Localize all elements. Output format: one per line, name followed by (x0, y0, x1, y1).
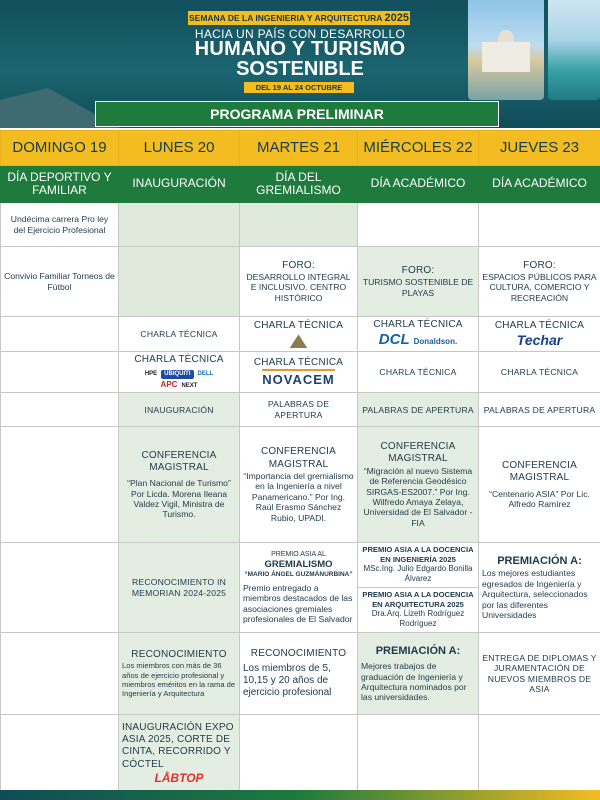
empty-cell (240, 715, 358, 793)
empty-cell (1, 543, 119, 633)
award-name: GREMIALISMO (264, 559, 333, 571)
opening-thursday: PALABRAS DE APERTURA (479, 393, 600, 427)
techar-logo: Techar (516, 331, 563, 348)
recognition-label: RECONOCIMIENTO (131, 649, 227, 661)
sponsor-logo-icon (290, 334, 308, 348)
talk-label: CHARLA TÉCNICA (253, 356, 344, 368)
empty-cell (479, 203, 600, 247)
opening-tuesday: PALABRAS DE APERTURA (240, 393, 358, 427)
expo-inauguration (119, 715, 240, 793)
years-members-recognition (240, 633, 358, 715)
award-description: Los mejores estudiantes egresados de Ingeniería y Arquitectura, seleccionados por las diferentes Universidades (482, 568, 588, 621)
hpe-logo: HPE (144, 370, 158, 377)
teaching-awards (358, 543, 479, 633)
theme-tuesday: DÍA DEL GREMIALISMO (240, 166, 358, 203)
conference-detail: “Centenario ASIA” Por Lic. Alfredo Ramírez (489, 488, 590, 509)
conference-label: CONFERENCIA MAGISTRAL (261, 446, 336, 470)
talk-tuesday-1 (240, 317, 358, 352)
empty-cell (479, 715, 600, 793)
empty-cell (1, 393, 119, 427)
conference-detail: “Plan Nacional de Turismo” Por Licda. Morena Ileana Valdez Vigil, Ministra de Turismo. (127, 478, 231, 520)
award-title: PREMIACIÓN A: (375, 644, 461, 657)
talk-label: CHARLA TÉCNICA (134, 354, 224, 366)
empty-cell (240, 203, 358, 247)
conference-label: CONFERENCIA MAGISTRAL (380, 441, 456, 465)
empty-cell (1, 317, 119, 352)
slogan-line-3: SOSTENIBLE (236, 58, 364, 80)
empty-cell (358, 715, 479, 793)
talk-wednesday-2: CHARLA TÉCNICA (358, 352, 479, 393)
award-description: Premio entregado a miembros destacados de las asociaciones gremiales profesionales de El Salvador (243, 582, 353, 625)
talk-label: CHARLA TÉCNICA (494, 319, 585, 331)
forum-wednesday (358, 247, 479, 317)
award-title: PREMIO ASIA A LA DOCENCIA EN INGENIERÍA 2025 (362, 545, 474, 564)
award-label: PREMIO ASIA AL (271, 550, 326, 558)
award-description: Mejores trabajos de graduación de Ingeniería y Arquitectura nominados por las universidades. (361, 661, 467, 703)
event-convivio: Convivio Familiar Torneos de Fútbol (1, 247, 119, 317)
building-photo (468, 0, 544, 100)
dcl-logo: DCL (378, 331, 410, 349)
talk-thursday-1 (479, 317, 600, 352)
event-dates: DEL 19 AL 24 OCTUBRE (244, 82, 354, 93)
talk-thursday-2: CHARLA TÉCNICA (479, 352, 600, 393)
empty-cell (1, 633, 119, 715)
award-winner: MSc.Ing. Julio Edgardo Bonilla Álvarez (363, 563, 473, 583)
thesis-award (358, 633, 479, 715)
memoriam-recognition: RECONOCIMIENTO IN MEMORIAN 2024-2025 (119, 543, 240, 633)
forum-topic: DESARROLLO INTEGRAL E INCLUSIVO. CENTRO HISTÓRICO (246, 271, 351, 303)
empty-cell (358, 203, 479, 247)
day-header-wednesday: MIÉRCOLES 22 (358, 131, 479, 166)
empty-cell (1, 427, 119, 543)
empty-cell (1, 715, 119, 793)
ubiquiti-logo: UBIQUITI (161, 370, 193, 379)
event-carrera: Undécima carrera Pro ley del Ejercicio Profesional (1, 203, 119, 247)
schedule-table (0, 130, 600, 793)
labtop-logo: LÅBTOP (154, 770, 204, 785)
forum-topic: TURISMO SOSTENIBLE DE PLAYAS (362, 277, 474, 298)
next-logo: NEXT (181, 382, 198, 389)
forum-label: FORO: (523, 259, 556, 271)
gremialismo-award (240, 543, 358, 633)
forum-tuesday (240, 247, 358, 317)
donaldson-logo: Donaldson. (413, 337, 458, 347)
sponsor-logos (122, 367, 236, 391)
header-banner (0, 0, 600, 128)
days-row (1, 131, 600, 166)
talk-tuesday-2 (240, 352, 358, 393)
empty-cell (119, 203, 240, 247)
diplomas-ceremony: ENTREGA DE DIPLOMAS Y JURAMENTACIÓN DE NUEVOS MIEMBROS DE ASIA (479, 633, 600, 715)
schedule-row-8 (1, 633, 600, 715)
schedule-row-3 (1, 317, 600, 352)
award-honoree: “MARIO ÁNGEL GUZMÁNURBINA” (244, 570, 353, 578)
recognition-detail: Los miembros con más de 36 años de ejercicio profesional y miembros eméritos en la rama de Ingeniería y Arquitectura (122, 661, 236, 699)
talk-monday-1: CHARLA TÉCNICA (119, 317, 240, 352)
day-header-tuesday: MARTES 21 (240, 131, 358, 166)
talk-label: CHARLA TÉCNICA (373, 319, 463, 330)
slogan-line-1: HACIA UN PAÍS CON DESARROLLO (194, 27, 406, 41)
beach-photo (548, 0, 600, 100)
conference-thursday (479, 427, 600, 543)
theme-monday: INAUGURACIÓN (119, 166, 240, 203)
schedule-row-1 (1, 203, 600, 247)
schedule-row-2 (1, 247, 600, 317)
apc-logo: APC (160, 379, 178, 389)
building-shape (482, 42, 530, 72)
conference-label: CONFERENCIA MAGISTRAL (502, 460, 577, 484)
award-title: PREMIACIÓN A: (497, 554, 582, 567)
theme-wednesday: DÍA ACADÉMICO (358, 166, 479, 203)
recognition-detail: Los miembros de 5, 10,15 y 20 años de ejercicio profesional (243, 663, 332, 699)
award-winner: Dra.Arq. Lizeth Rodríguez Rodríguez (371, 608, 465, 628)
conference-tuesday (240, 427, 358, 543)
empty-cell (119, 247, 240, 317)
schedule-row-7 (1, 543, 600, 633)
forum-label: FORO: (282, 259, 315, 271)
footer-stripe (0, 790, 600, 800)
theme-thursday: DÍA ACADÉMICO (479, 166, 600, 203)
empty-cell (1, 352, 119, 393)
talk-monday-2 (119, 352, 240, 393)
day-header-thursday: JUEVES 23 (479, 131, 600, 166)
talk-wednesday-1 (358, 317, 479, 352)
slogan-line-2: HUMANO Y TURISMO (194, 38, 406, 60)
conference-detail: “Migración al nuevo Sistema de Referencia Geodésico SIRGAS-ES2007.” Por Ing. Wilfredo Amaya Zelaya, Universidad de El Salvador - FIA (363, 465, 473, 528)
architecture-teaching-award (358, 588, 478, 632)
forum-label: FORO: (401, 264, 435, 276)
program-title: PROGRAMA PRELIMINAR (95, 101, 499, 127)
dell-logo: DELL (197, 370, 214, 377)
schedule-row-5 (1, 393, 600, 427)
conference-label: CONFERENCIA MAGISTRAL (141, 449, 217, 473)
student-award (479, 543, 600, 633)
recognition-label: RECONOCIMIENTO (250, 647, 347, 659)
theme-sunday: DÍA DEPORTIVO Y FAMILIAR (1, 166, 119, 203)
day-header-monday: LUNES 20 (119, 131, 240, 166)
conference-detail: “Importancia del gremialismo en la Ingeniería a nivel Panamericano.” Por Ing. Raúl Erasmo Sánchez Rubio, UPADI. (243, 470, 354, 523)
engineering-teaching-award (358, 543, 478, 588)
opening-wednesday: PALABRAS DE APERTURA (358, 393, 479, 427)
conference-monday (119, 427, 240, 543)
novacem-logo: NOVACEM (262, 369, 334, 388)
schedule-row-6 (1, 427, 600, 543)
schedule-row-4 (1, 352, 600, 393)
award-title: PREMIO ASIA A LA DOCENCIA EN ARQUITECTURA 2025 (362, 590, 474, 609)
conference-wednesday (358, 427, 479, 543)
inauguration-monday: INAUGURACIÓN (119, 393, 240, 427)
forum-thursday (479, 247, 600, 317)
forum-topic: ESPACIOS PÚBLICOS PARA CULTURA, COMERCIO Y RECREACIÓN (482, 271, 597, 303)
event-title-bar: SEMANA DE LA INGENIERIA Y ARQUITECTURA 2025 (188, 12, 409, 24)
day-header-sunday: DOMINGO 19 (1, 131, 119, 166)
talk-label: CHARLA TÉCNICA (253, 320, 344, 332)
schedule-row-9 (1, 715, 600, 793)
expo-label: INAUGURACIÓN EXPO ASIA 2025, CORTE DE CINTA, RECORRIDO Y CÓCTEL (122, 722, 234, 770)
senior-members-recognition (119, 633, 240, 715)
themes-row (1, 166, 600, 203)
